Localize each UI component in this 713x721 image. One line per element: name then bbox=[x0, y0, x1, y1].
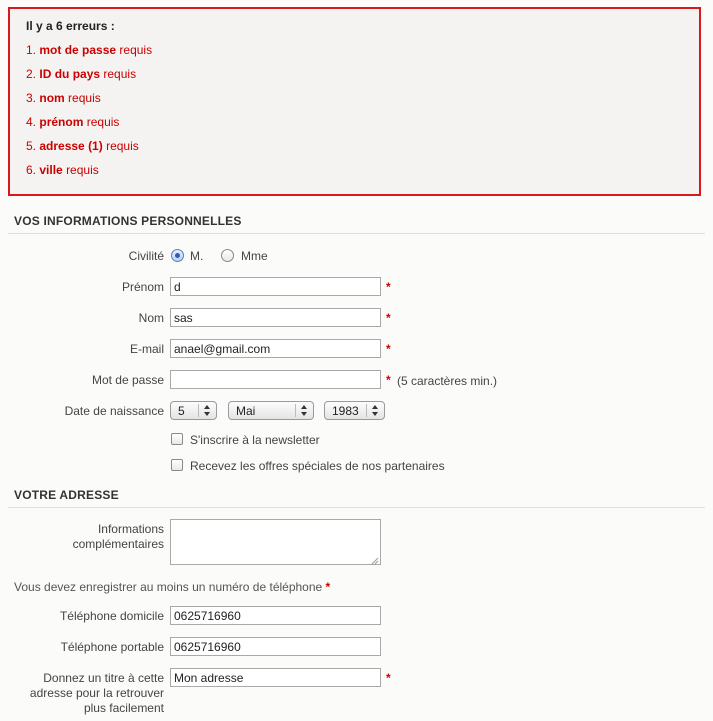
optin-checkbox[interactable] bbox=[171, 459, 183, 471]
error-item: 1. mot de passe requis bbox=[26, 43, 153, 57]
error-box bbox=[8, 7, 701, 196]
required-marker: * bbox=[386, 373, 391, 387]
radio-mr[interactable] bbox=[171, 249, 184, 262]
error-item: 2. ID du pays requis bbox=[26, 67, 137, 81]
required-marker: * bbox=[386, 280, 391, 294]
radio-mr-label[interactable]: M. bbox=[190, 249, 204, 263]
phone-home-label: Téléphone domicile bbox=[59, 609, 164, 623]
radio-mrs[interactable] bbox=[221, 249, 234, 262]
other-info-label-line: Informations bbox=[97, 522, 164, 536]
error-item: 5. adresse (1) requis bbox=[26, 139, 139, 153]
error-item: 6. ville requis bbox=[26, 163, 99, 177]
alias-label bbox=[10, 671, 164, 716]
radio-dot-icon bbox=[175, 253, 180, 258]
phone-note-text: Vous devez enregistrer au moins un numéro de téléphone bbox=[14, 580, 323, 594]
email-label: E-mail bbox=[129, 342, 164, 356]
other-info-label-line: complémentaires bbox=[72, 537, 164, 551]
alias-label-line: adresse pour la retrouver bbox=[29, 686, 164, 700]
resize-grip-icon[interactable] bbox=[371, 557, 379, 565]
phone-mobile-input[interactable] bbox=[170, 637, 381, 656]
section-title-personal: VOS INFORMATIONS PERSONNELLES bbox=[14, 214, 242, 228]
birth-month-value: Mai bbox=[236, 404, 256, 418]
divider bbox=[8, 507, 705, 508]
up-down-arrows-icon bbox=[372, 405, 379, 417]
required-marker: * bbox=[325, 580, 331, 594]
firstname-label: Prénom bbox=[121, 280, 164, 294]
phone-mobile-label: Téléphone portable bbox=[60, 640, 164, 654]
other-info-textarea[interactable] bbox=[170, 519, 381, 565]
newsletter-checkbox[interactable] bbox=[171, 433, 183, 445]
select-divider bbox=[295, 404, 296, 417]
birth-year-value: 1983 bbox=[332, 404, 359, 418]
birthdate-label: Date de naissance bbox=[64, 404, 164, 418]
password-label: Mot de passe bbox=[91, 373, 164, 387]
civility-label: Civilité bbox=[128, 249, 164, 263]
birth-month-select[interactable] bbox=[228, 401, 314, 420]
phone-home-input[interactable] bbox=[170, 606, 381, 625]
lastname-input[interactable] bbox=[170, 308, 381, 327]
radio-mrs-label[interactable]: Mme bbox=[241, 249, 268, 263]
select-divider bbox=[366, 404, 367, 417]
phone-note bbox=[14, 580, 330, 594]
required-marker: * bbox=[386, 342, 391, 356]
alias-input[interactable] bbox=[170, 668, 381, 687]
error-item: 3. nom requis bbox=[26, 91, 101, 105]
firstname-input[interactable] bbox=[170, 277, 381, 296]
lastname-label: Nom bbox=[138, 311, 164, 325]
section-title-address: VOTRE ADRESSE bbox=[14, 488, 119, 502]
email-input[interactable] bbox=[170, 339, 381, 358]
up-down-arrows-icon bbox=[301, 405, 308, 417]
divider bbox=[8, 233, 705, 234]
password-input[interactable] bbox=[170, 370, 381, 389]
error-title: Il y a 6 erreurs : bbox=[26, 19, 115, 33]
required-marker: * bbox=[386, 671, 391, 685]
error-item: 4. prénom requis bbox=[26, 115, 120, 129]
password-hint: (5 caractères min.) bbox=[397, 374, 498, 388]
newsletter-label[interactable]: S'inscrire à la newsletter bbox=[190, 433, 320, 447]
alias-label-line: plus facilement bbox=[83, 701, 164, 715]
birth-day-select[interactable] bbox=[170, 401, 217, 420]
required-marker: * bbox=[386, 311, 391, 325]
alias-label-line: Donnez un titre à cette bbox=[43, 671, 164, 685]
up-down-arrows-icon bbox=[204, 405, 211, 417]
select-divider bbox=[198, 404, 199, 417]
other-info-label bbox=[40, 522, 164, 552]
optin-label[interactable]: Recevez les offres spéciales de nos partenaires bbox=[190, 459, 445, 473]
birth-year-select[interactable] bbox=[324, 401, 385, 420]
birth-day-value: 5 bbox=[178, 404, 185, 418]
